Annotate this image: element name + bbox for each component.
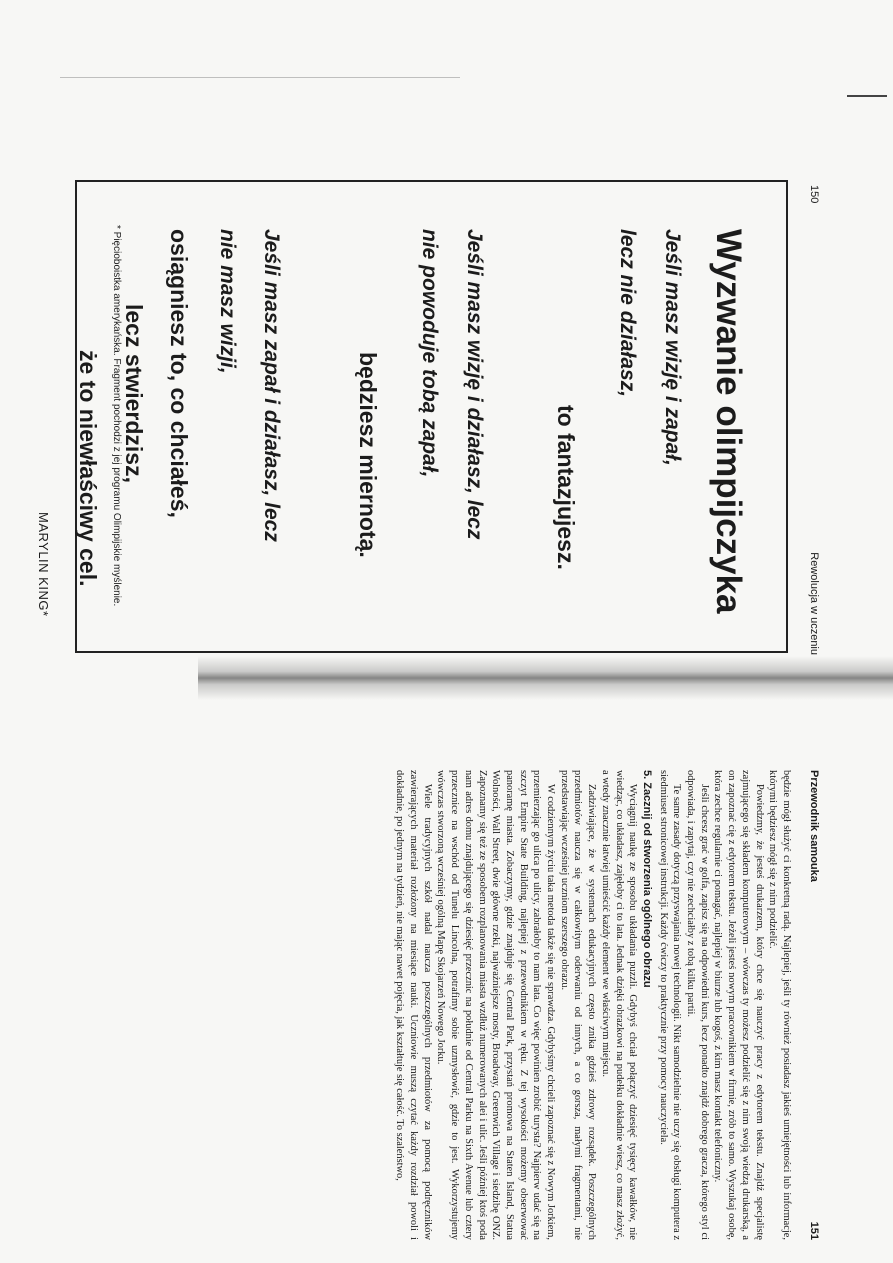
paragraph: Te same zasady dotyczą przyswajania nowej technologii. Nikt samodzielnie nie uczy się obsługi komputera z siedmiuset stronicowej instrukcji. Każdy ćwiczy to praktycznie przy pomocy nauczyciela. (657, 770, 683, 1240)
quote-author: MARYLIN KING* (36, 512, 51, 617)
quote-line: to fantazjujesz. (553, 405, 579, 570)
page-151-body (13, 770, 793, 1240)
quote-line: nie masz wizji, (216, 229, 239, 374)
paragraph: Wyciągnij naukę ze sposobu układania puzzli. Gdybyś chciał połączyć dziesięć tysięcy kawałków, nie wiedząc, co układasz, zajęłoby ci to lata. Jednak dzięki obrazkowi na pudełku dokładnie wiesz, co masz złożyć, a wtedy znacznie łatwiej umieścić każdy element we właściwym miejscu. (599, 770, 639, 1240)
paragraph: Zadziwiające, że w systemach edukacyjnych często znika gdzieś zdrowy rozsądek. Poszczególnych przedmiotów naucza się w całkowitym oderwaniu od innych, a co gorsza, małymi fragmentami, nie przedstawiając wcześniej uczniom szerszego obrazu. (558, 770, 598, 1240)
paragraph: Powiedzmy, że jesteś drukarzem, który chce się nauczyć pracy z edytorem tekstu. Znajdź specjalistę zajmującego się składem komputerowym – wówczas ty możesz podzielić się z nim swoją wiedzą drukarską, a on zapoznać cię z edytorem tekstu. Jeżeli jesteś nowym pracownikiem w firmie, zrób to samo. Wyszukaj osobę, która zechce regularnie ci pomagać, najlepiej w biurze lub kogoś, z kim masz kontakt telefoniczny. (712, 770, 765, 1240)
quote-line: Jeśli masz wizję i zapał, (661, 229, 684, 466)
running-head-left: Rewolucja w uczeniu (808, 552, 820, 655)
quote-line: będziesz miernotą. (355, 352, 381, 558)
quote-box (36, 180, 788, 653)
page-151-header (800, 770, 820, 1240)
quote-line: że to niewłaściwy cel. (75, 350, 101, 587)
quote-line: lecz nie działasz, (616, 229, 639, 398)
paragraph: Wiele tradycyjnych szkół nadal naucza poszczególnych przedmiotów za pomocą podręczników zawierających materiał rozłożony na miesiące nauki. Uczniowie muszą czytać każdy rozdział powoli i dokładnie, po jednym na tydzień, nie mając nawet pojęcia, jak kształtuje się całość. To szaleństwo, (394, 770, 433, 1240)
quote-line: Jeśli masz wizję i działasz, lecz (463, 229, 486, 540)
paragraph: będzie mógł służyć ci konkretną radą. Najlepiej, jeśli ty również posiadasz jakieś umiejętności lub informacje, którymi będziesz mógł się z nim podzielić. (767, 770, 792, 1240)
quote-line: lecz stwierdzisz, (121, 304, 147, 483)
section-heading: 5. Zacznij od stworzenia ogólnego obrazu (640, 770, 653, 988)
quote-line: nie powoduje tobą zapał, (418, 229, 441, 478)
page-number-150: 150 (808, 185, 820, 204)
quote-line: osiągniesz to, co chciałeś, (166, 229, 192, 518)
quote-line: Jeśli masz zapał i działasz, lecz (260, 229, 283, 542)
page-150-header (800, 185, 820, 655)
quote-title: Wyzwanie olimpijczyka (709, 229, 748, 614)
paragraph: Jeśli chcesz grać w golfa, zapisz się na odpowiedni kurs, lecz ponadto znajdź dobrego gracza, którego styl ci odpowiada, i zapytaj, czy nie zechciałby z tobą kilku partii. (685, 770, 710, 1240)
page-number-151: 151 (808, 1221, 820, 1240)
footnote: * Pięcioboistka amerykańska. Fragment pochodzi z jej programu Olimpijskie myślenie. (111, 225, 122, 607)
running-head-right: Przewodnik samouka (808, 770, 820, 882)
paragraph: W codziennym życiu taka metoda także się nie sprawdza. Gdybyśmy chcieli zapoznać się z Nowym Jorkiem, przemierzając go ulica po ulicy, zabrałoby to nam lata. Co więc powinien zrobić turysta? Najpierw udać się na szczyt Empire State Building, najlepiej z przewodnikiem w ręku. Z tej wysokości możemy obserwować panoramę miasta. Zobaczymy, gdzie znajduje się Central Park, przystań promowa na Staten Island, Statua Wolności, Wall Street, dwie główne rzeki, najważniejsze mosty, Broadway, Greenwich Village i siedzibę ONZ. Zapoznamy się też ze sposobem rozplanowania miasta wzdłuż numerowanych alei i ulic. Jeśli później ktoś poda nam adres domu znajdującego się dziesięć przecznic na południe od Central Parku na Sixth Avenue lub cztery przecznice na wschód od Tunelu Lincolna, potrafimy sobie uzmysłowić, gdzie to jest. Wykorzystujemy wówczas stworzoną wcześniej ogólną Mapę Skojarzeń Nowego Jorku. (435, 770, 557, 1240)
